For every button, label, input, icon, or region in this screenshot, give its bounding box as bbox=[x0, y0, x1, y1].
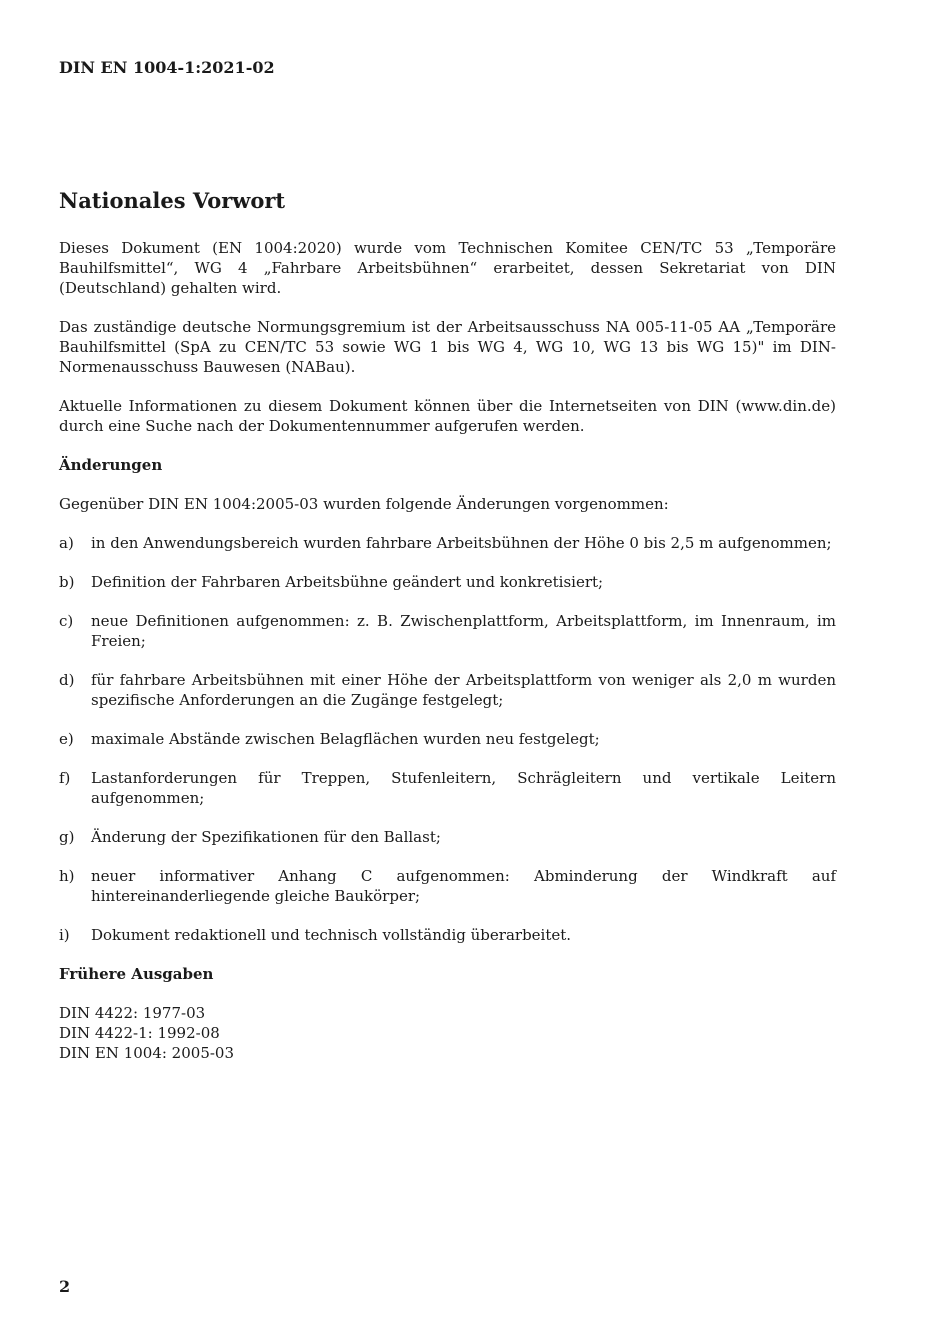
list-item-text: in den Anwendungsbereich wurden fahrbare Arbeitsbühnen der Höhe 0 bis 2,5 m aufgenommen; bbox=[91, 534, 832, 552]
edition-entry: DIN 4422-1: 1992-08 bbox=[59, 1024, 220, 1042]
list-marker: d) bbox=[59, 671, 75, 689]
paragraph: Aktuelle Informationen zu diesem Dokument können über die Internetseiten von DIN (www.din.de) durch eine Suche nach der Dokumentennummer aufgerufen werden. bbox=[59, 397, 836, 435]
previous-editions-heading: Frühere Ausgaben bbox=[59, 965, 214, 983]
list-marker: e) bbox=[59, 730, 74, 748]
list-item-text: für fahrbare Arbeitsbühnen mit einer Höhe der Arbeitsplattform von weniger als 2,0 m wurden spezifische Anforderungen an die Zugänge festgelegt; bbox=[91, 671, 836, 709]
paragraph: Das zuständige deutsche Normungsgremium ist der Arbeitsausschuss NA 005-11-05 AA „Temporäre Bauhilfsmittel (SpA zu CEN/TC 53 sowie WG 1 bis WG 4, WG 10, WG 13 bis WG 15)" im DIN-Normenausschuss Bauwesen (NABau). bbox=[59, 318, 836, 376]
list-marker: c) bbox=[59, 612, 74, 630]
list-item bbox=[59, 670, 836, 710]
list-item-text: Dokument redaktionell und technisch vollständig überarbeitet. bbox=[91, 926, 572, 944]
list-item bbox=[59, 925, 836, 945]
list-item bbox=[59, 866, 836, 906]
list-item bbox=[59, 827, 836, 847]
list-item bbox=[59, 533, 836, 553]
list-item-text: neue Definitionen aufgenommen: z. B. Zwischenplattform, Arbeitsplattform, im Innenraum, im Freien; bbox=[91, 612, 836, 650]
changes-list bbox=[59, 533, 836, 945]
list-item-text: Lastanforderungen für Treppen, Stufenleitern, Schrägleitern und vertikale Leitern aufgenommen; bbox=[91, 769, 836, 807]
list-item bbox=[59, 572, 836, 592]
previous-editions-list bbox=[59, 1003, 836, 1063]
section-title: Nationales Vorwort bbox=[59, 188, 286, 213]
list-item bbox=[59, 768, 836, 808]
list-marker: h) bbox=[59, 867, 75, 885]
list-marker: a) bbox=[59, 534, 74, 552]
changes-intro: Gegenüber DIN EN 1004:2005-03 wurden folgende Änderungen vorgenommen: bbox=[59, 495, 669, 513]
list-item bbox=[59, 729, 836, 749]
content bbox=[59, 238, 836, 1063]
edition-entry: DIN EN 1004: 2005-03 bbox=[59, 1044, 235, 1062]
list-item-text: neuer informativer Anhang C aufgenommen: Abminderung der Windkraft auf hintereinanderliegende gleiche Baukörper; bbox=[91, 867, 836, 905]
list-item bbox=[59, 611, 836, 651]
list-marker: b) bbox=[59, 573, 75, 591]
page-number: 2 bbox=[59, 1277, 71, 1296]
list-marker: g) bbox=[59, 828, 75, 846]
changes-heading: Änderungen bbox=[59, 456, 163, 474]
list-item-text: Änderung der Spezifikationen für den Ballast; bbox=[91, 828, 441, 846]
list-marker: i) bbox=[59, 926, 70, 944]
list-item-text: maximale Abstände zwischen Belagflächen wurden neu festgelegt; bbox=[91, 730, 600, 748]
paragraph: Dieses Dokument (EN 1004:2020) wurde vom Technischen Komitee CEN/TC 53 „Temporäre Bauhilfsmittel“, WG 4 „Fahrbare Arbeitsbühnen“ erarbeitet, dessen Sekretariat von DIN (Deutschland) gehalten wird. bbox=[59, 239, 836, 297]
edition-entry: DIN 4422: 1977-03 bbox=[59, 1004, 206, 1022]
document-id: DIN EN 1004-1:2021-02 bbox=[59, 58, 275, 77]
list-marker: f) bbox=[59, 769, 71, 787]
list-item-text: Definition der Fahrbaren Arbeitsbühne geändert und konkretisiert; bbox=[91, 573, 604, 591]
